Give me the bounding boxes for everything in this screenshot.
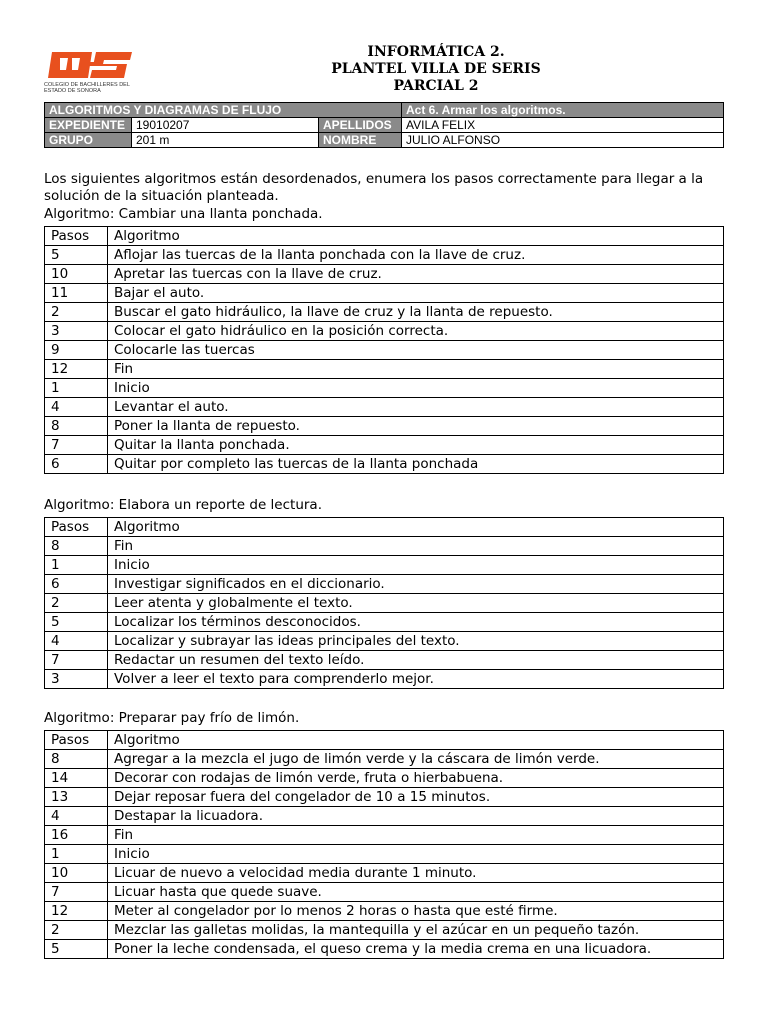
expediente-label: EXPEDIENTE [45,118,132,133]
title-course: INFORMÁTICA 2. [367,44,505,60]
algorithm-title: Algoritmo: Elabora un reporte de lectura. [44,497,322,513]
step-number: 1 [45,845,108,864]
step-text: Poner la leche condensada, el queso crema y la media crema en una licuadora. [108,940,724,959]
step-number: 8 [45,537,108,556]
step-text: Levantar el auto. [108,398,724,417]
step-number: 4 [45,632,108,651]
step-number: 2 [45,303,108,322]
apellidos-value: AVILA FELIX [402,118,724,133]
step-text: Fin [108,360,724,379]
step-number: 3 [45,322,108,341]
step-number: 6 [45,455,108,474]
step-number: 7 [45,883,108,902]
step-text: Colocar el gato hidráulico en la posición correcta. [108,322,724,341]
step-number: 12 [45,360,108,379]
table-row [45,883,724,902]
step-number: 2 [45,594,108,613]
step-number: 5 [45,940,108,959]
table-row [45,769,724,788]
step-number: 8 [45,417,108,436]
algorithm-table [44,226,724,474]
table-row [45,398,724,417]
step-number: 12 [45,902,108,921]
step-number: 10 [45,265,108,284]
step-text: Redactar un resumen del texto leído. [108,651,724,670]
step-text: Quitar la llanta ponchada. [108,436,724,455]
step-number: 1 [45,379,108,398]
algoritmo-header: Algoritmo [108,731,724,750]
table-row [45,537,724,556]
step-text: Quitar por completo las tuercas de la llanta ponchada [108,455,724,474]
step-text: Decorar con rodajas de limón verde, fruta o hierbabuena. [108,769,724,788]
document-header [44,44,724,102]
step-number: 7 [45,651,108,670]
step-number: 1 [45,556,108,575]
algoritmo-header: Algoritmo [108,227,724,246]
table-row [45,436,724,455]
document-title [264,44,608,95]
table-row [45,575,724,594]
table-row [45,246,724,265]
expediente-value: 19010207 [132,118,319,133]
step-text: Meter al congelador por lo menos 2 horas o hasta que esté firme. [108,902,724,921]
pasos-header: Pasos [45,731,108,750]
table-row [45,594,724,613]
grupo-label: GRUPO [45,133,132,148]
step-number: 7 [45,436,108,455]
table-row [45,750,724,769]
step-number: 4 [45,398,108,417]
student-info-table [44,102,724,148]
step-text: Licuar de nuevo a velocidad media durante 1 minuto. [108,864,724,883]
table-row [45,940,724,959]
step-number: 14 [45,769,108,788]
table-row [45,864,724,883]
step-number: 6 [45,575,108,594]
table-header-row [45,518,724,537]
table-row [45,556,724,575]
logo-caption: COLEGIO DE BACHILLERES DEL ESTADO DE SONORA [44,82,130,94]
step-number: 2 [45,921,108,940]
title-parcial: PARCIAL 2 [393,78,479,94]
step-text: Apretar las tuercas con la llave de cruz. [108,265,724,284]
step-number: 9 [45,341,108,360]
algorithm-title: Algoritmo: Preparar pay frío de limón. [44,710,300,726]
table-row [45,670,724,689]
step-text: Licuar hasta que quede suave. [108,883,724,902]
table-row [45,455,724,474]
table-row [45,651,724,670]
step-number: 10 [45,864,108,883]
activity-label: Act 6. Armar los algoritmos. [402,103,724,118]
step-text: Bajar el auto. [108,284,724,303]
step-text: Destapar la licuadora. [108,807,724,826]
section-label: ALGORITMOS Y DIAGRAMAS DE FLUJO [45,103,402,118]
grupo-value: 201 m [132,133,319,148]
table-row [45,826,724,845]
table-row [45,379,724,398]
table-row [45,921,724,940]
apellidos-label: APELLIDOS [319,118,402,133]
table-row [45,360,724,379]
step-number: 8 [45,750,108,769]
table-header-row [45,731,724,750]
nombre-label: NOMBRE [319,133,402,148]
table-row [45,613,724,632]
step-text: Investigar significados en el diccionario. [108,575,724,594]
algorithm-title: Algoritmo: Cambiar una llanta ponchada. [44,206,323,222]
step-number: 5 [45,613,108,632]
step-text: Localizar los términos desconocidos. [108,613,724,632]
step-text: Aflojar las tuercas de la llanta ponchada con la llave de cruz. [108,246,724,265]
table-row [45,788,724,807]
step-text: Inicio [108,556,724,575]
algoritmo-header: Algoritmo [108,518,724,537]
pasos-header: Pasos [45,518,108,537]
title-plantel: PLANTEL VILLA DE SERIS [331,61,541,77]
table-row [45,284,724,303]
step-text: Colocarle las tuercas [108,341,724,360]
step-number: 4 [45,807,108,826]
table-row [45,322,724,341]
table-row [45,303,724,322]
step-text: Poner la llanta de repuesto. [108,417,724,436]
step-text: Buscar el gato hidráulico, la llave de cruz y la llanta de repuesto. [108,303,724,322]
table-row [45,265,724,284]
algorithm-table [44,517,724,689]
step-number: 13 [45,788,108,807]
table-row [45,902,724,921]
step-text: Inicio [108,379,724,398]
algorithm-table [44,730,724,959]
instructions-paragraph: Los siguientes algoritmos están desordenados, enumera los pasos correctamente para llegar a la solución de la situación planteada. [44,171,704,204]
step-text: Mezclar las galletas molidas, la mantequilla y el azúcar en un pequeño tazón. [108,921,724,940]
step-number: 11 [45,284,108,303]
step-number: 16 [45,826,108,845]
step-text: Leer atenta y globalmente el texto. [108,594,724,613]
step-number: 3 [45,670,108,689]
table-row [45,417,724,436]
step-text: Dejar reposar fuera del congelador de 10 a 15 minutos. [108,788,724,807]
table-row [45,845,724,864]
step-text: Fin [108,537,724,556]
step-text: Volver a leer el texto para comprenderlo mejor. [108,670,724,689]
step-text: Fin [108,826,724,845]
step-text: Agregar a la mezcla el jugo de limón verde y la cáscara de limón verde. [108,750,724,769]
pasos-header: Pasos [45,227,108,246]
step-text: Inicio [108,845,724,864]
table-row [45,341,724,360]
table-row [45,632,724,651]
table-row [45,807,724,826]
nombre-value: JULIO ALFONSO [402,133,724,148]
step-number: 5 [45,246,108,265]
table-header-row [45,227,724,246]
step-text: Localizar y subrayar las ideas principales del texto. [108,632,724,651]
